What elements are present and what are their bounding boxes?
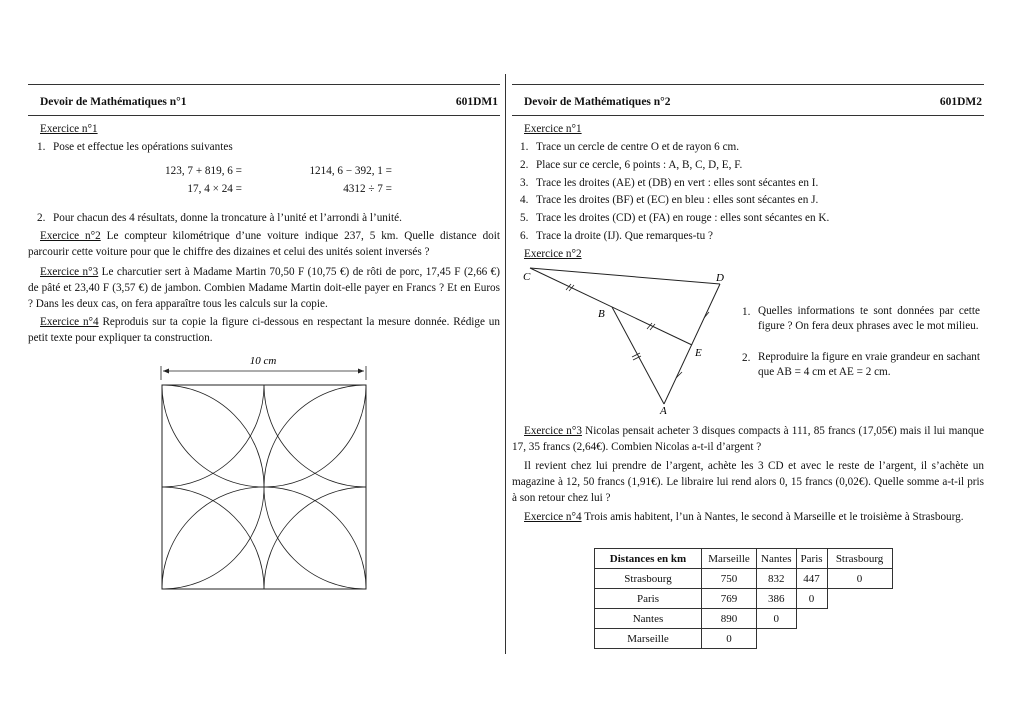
table-header-cell: Nantes [757, 549, 797, 569]
right-ex2-title: Exercice n°2 [524, 248, 582, 260]
table-empty-cell [796, 609, 827, 629]
distance-table [594, 548, 893, 649]
left-header-code: 601DM1 [455, 96, 498, 108]
right-header-title: Devoir de Mathématiques n°2 [524, 96, 671, 108]
point-label-E: E [695, 347, 702, 359]
table-cell: Nantes [595, 609, 702, 629]
right-ex1-item-4-num: 4. [520, 194, 529, 206]
right-ex3-text1: Nicolas pensait acheter 3 disques compacts à 111, 85 francs (17,05€) mais il lui manque 17, 35 francs (2,64€). Combien Nicolas a-t-il d’argent ? [512, 425, 984, 453]
table-row [595, 609, 893, 629]
left-ex1-item2-num: 2. [37, 212, 46, 224]
right-ex4-title: Exercice n°4 [524, 511, 582, 523]
right-header-code: 601DM2 [939, 96, 982, 108]
table-row [595, 629, 893, 649]
right-ex4 [512, 509, 984, 525]
left-ex1-item1: Pose et effectue les opérations suivantes [53, 141, 233, 153]
right-ex1-item-5: Trace les droites (CD) et (FA) en rouge : elles sont sécantes en K. [536, 212, 830, 224]
table-empty-cell [827, 589, 892, 609]
table-header-cell: Strasbourg [827, 549, 892, 569]
right-ex1-item-5-num: 5. [520, 212, 529, 224]
table-cell: 0 [796, 589, 827, 609]
left-ex1-title: Exercice n°1 [40, 123, 98, 135]
right-ex2-q2: Reproduire la figure en vraie grandeur en sachant que AB = 4 cm et AE = 2 cm. [758, 351, 980, 378]
point-label-B: B [598, 308, 605, 320]
right-ex1-item-6: Trace la droite (IJ). Que remarques-tu ? [536, 230, 713, 242]
left-ex4-title: Exercice n°4 [40, 316, 99, 328]
right-ex1-item-6-num: 6. [520, 230, 529, 242]
operation-4: 4312 ÷ 7 = [343, 183, 392, 195]
right-ex1-item-4: Trace les droites (BF) et (EC) en bleu : elles sont sécantes en J. [536, 194, 819, 206]
left-ex2-text: Le compteur kilométrique d’une voiture indique 237, 5 km. Quelle distance doit parcourir cette voiture pour que le chiffre des dizaines et celui des unités soient inversés ? [28, 230, 500, 258]
operation-2: 1214, 6 − 392, 1 = [309, 165, 392, 177]
table-cell: Strasbourg [595, 569, 702, 589]
table-cell: 832 [757, 569, 797, 589]
table-cell: 386 [757, 589, 797, 609]
operation-3: 17, 4 × 24 = [187, 183, 242, 195]
right-ex3-para1 [512, 423, 984, 455]
left-header-title: Devoir de Mathématiques n°1 [40, 96, 187, 108]
table-cell: 0 [757, 609, 797, 629]
table-header-cell: Paris [796, 549, 827, 569]
segment-DA [664, 284, 720, 404]
table-header-cell: Distances en km [595, 549, 702, 569]
point-label-A: A [660, 405, 667, 417]
point-label-C: C [523, 271, 531, 283]
table-cell: Paris [595, 589, 702, 609]
table-empty-cell [827, 629, 892, 649]
left-ex2-title: Exercice n°2 [40, 230, 101, 242]
dimension-label: 10 cm [249, 355, 277, 367]
equal-length-marks [566, 284, 709, 378]
right-ex2-q1-num: 1. [742, 306, 751, 318]
table-row [595, 589, 893, 609]
right-ex4-text: Trois amis habitent, l’un à Nantes, le second à Marseille et le troisième à Strasbourg. [581, 511, 964, 523]
table-cell: 769 [702, 589, 757, 609]
table-empty-cell [796, 629, 827, 649]
table-cell: 890 [702, 609, 757, 629]
operation-1: 123, 7 + 819, 6 = [165, 165, 242, 177]
right-ex1-item-1: Trace un cercle de centre O et de rayon 6 cm. [536, 141, 740, 153]
right-ex1-item-3: Trace les droites (AE) et (DB) en vert : elles sont sécantes en I. [536, 177, 819, 189]
table-cell: 0 [702, 629, 757, 649]
right-ex1-item-3-num: 3. [520, 177, 529, 189]
table-header-row [595, 549, 893, 569]
point-label-D: D [716, 272, 724, 284]
table-cell: Marseille [595, 629, 702, 649]
table-header-cell: Marseille [702, 549, 757, 569]
left-ex3-title: Exercice n°3 [40, 266, 99, 278]
left-ex1-item2: Pour chacun des 4 résultats, donne la troncature à l’unité et l’arrondi à l’unité. [53, 212, 402, 224]
left-ex4-text: Reproduis sur ta copie la figure ci-dessous en respectant la mesure donnée. Rédige un petit texte pour expliquer ta construction. [28, 316, 500, 344]
table-cell: 0 [827, 569, 892, 589]
right-ex3-title: Exercice n°3 [524, 425, 582, 437]
right-ex1-title: Exercice n°1 [524, 123, 582, 135]
left-ex3-text: Le charcutier sert à Madame Martin 70,50 F (10,75 €) de rôti de porc, 17,45 F (2,66 €) de pâté et 23,40 F (3,57 €) de jambon. Combien Madame Martin doit-elle payer en Francs ? Et en Euros ? Dans les deux cas, on fera apparaître tous les calculs sur la copie. [28, 266, 500, 310]
table-cell: 750 [702, 569, 757, 589]
table-empty-cell [827, 609, 892, 629]
left-ex1-item1-num: 1. [37, 141, 46, 153]
segment-BA [612, 307, 664, 404]
right-ex1-item-2: Place sur ce cercle, 6 points : A, B, C, D, E, F. [536, 159, 743, 171]
table-row [595, 569, 893, 589]
right-ex3-para2: Il revient chez lui prendre de l’argent, achète les 3 CD et avec le reste de l’argent, il s’achète un magazine à 12, 50 francs (1,91€). Le libraire lui rend alors 0, 15 francs (0,02€). Quelle somme a-t-il pris à son retour chez lui ? [512, 460, 984, 504]
right-ex1-item-1-num: 1. [520, 141, 529, 153]
right-ex2-q1: Quelles informations te sont données par cette figure ? On fera deux phrases avec le mot milieu. [758, 305, 980, 332]
table-empty-cell [757, 629, 797, 649]
right-ex2-q2-num: 2. [742, 352, 751, 364]
table-cell: 447 [796, 569, 827, 589]
right-ex1-item-2-num: 2. [520, 159, 529, 171]
